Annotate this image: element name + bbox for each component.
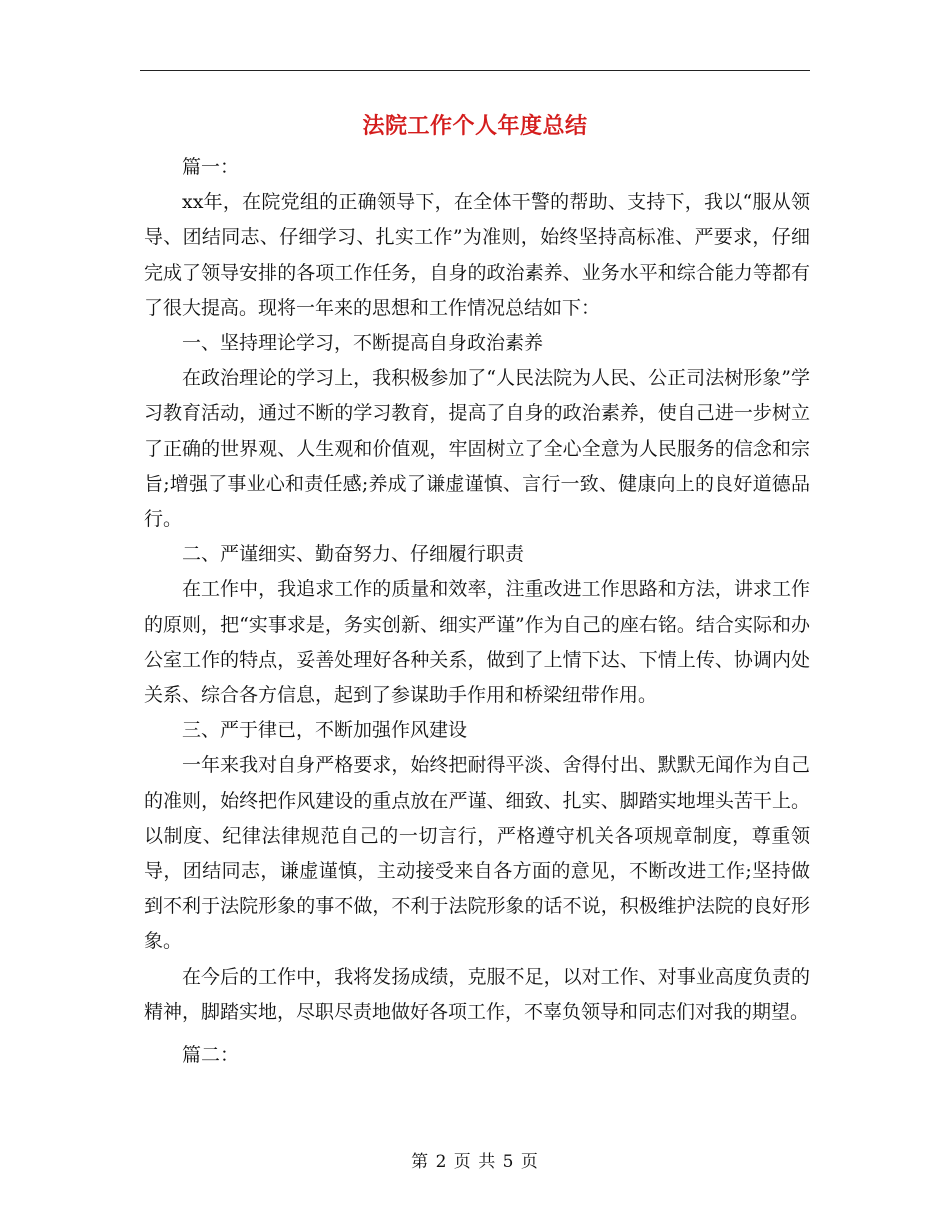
heading-theory-study: 一、坚持理论学习，不断提高自身政治素养 xyxy=(182,332,544,355)
paragraph-outlook: 在今后的工作中，我将发扬成绩，克服不足，以对工作、对事业高度负责的精神，脚踏实地，尽职尽责地做好各项工作，不辜负领导和同志们对我的期望。 xyxy=(144,965,810,1023)
document-body xyxy=(144,150,810,1073)
section-label-pian-2: 篇二： xyxy=(182,1044,240,1067)
paragraph-duties: 在工作中，我追求工作的质量和效率，注重改进工作思路和方法，讲求工作的原则，把“实事求是，务实创新、细实严谨”作为自己的座右铭。结合实际和办公室工作的特点，妥善处理好各种关系，做到了上情下达、下情上传、协调内处关系、综合各方信息，起到了参谋助手作用和桥梁纽带作用。 xyxy=(144,578,810,707)
intro-paragraph: xx年，在院党组的正确领导下，在全体干警的帮助、支持下，我以“服从领导、团结同志、仔细学习、扎实工作”为准则，始终坚持高标准、严要求，仔细完成了领导安排的各项工作任务，自身的政治素养、业务水平和综合能力等都有了很大提高。现将一年来的思想和工作情况总结如下： xyxy=(144,191,810,319)
paragraph-theory-study: 在政治理论的学习上，我积极参加了“人民法院为人民、公正司法树形象”学习教育活动，通过不断的学习教育，提高了自身的政治素养，使自己进一步树立了正确的世界观、人生观和价值观，牢固树立了全心全意为人民服务的信念和宗旨;增强了事业心和责任感;养成了谦虚谨慎、言行一致、健康向上的良好道德品行。 xyxy=(144,367,810,531)
page-footer: 第 2 页 共 5 页 xyxy=(411,1152,539,1172)
paragraph-work-style: 一年来我对自身严格要求，始终把耐得平淡、舍得付出、默默无闻作为自己的准则，始终把作风建设的重点放在严谨、细致、扎实、脚踏实地埋头苦干上。以制度、纪律法律规范自己的一切言行，严格遵守机关各项规章制度，尊重领导，团结同志，谦虚谨慎，主动接受来自各方面的意见，不断改进工作;坚持做到不利于法院形象的事不做，不利于法院形象的话不说，积极维护法院的良好形象。 xyxy=(144,754,810,953)
top-rule xyxy=(140,70,810,71)
heading-duties: 二、严谨细实、勤奋努力、仔细履行职责 xyxy=(182,543,525,566)
document-title: 法院工作个人年度总结 xyxy=(362,113,588,139)
section-label-pian-1: 篇一： xyxy=(182,156,240,178)
heading-work-style: 三、严于律已，不断加强作风建设 xyxy=(182,719,468,742)
